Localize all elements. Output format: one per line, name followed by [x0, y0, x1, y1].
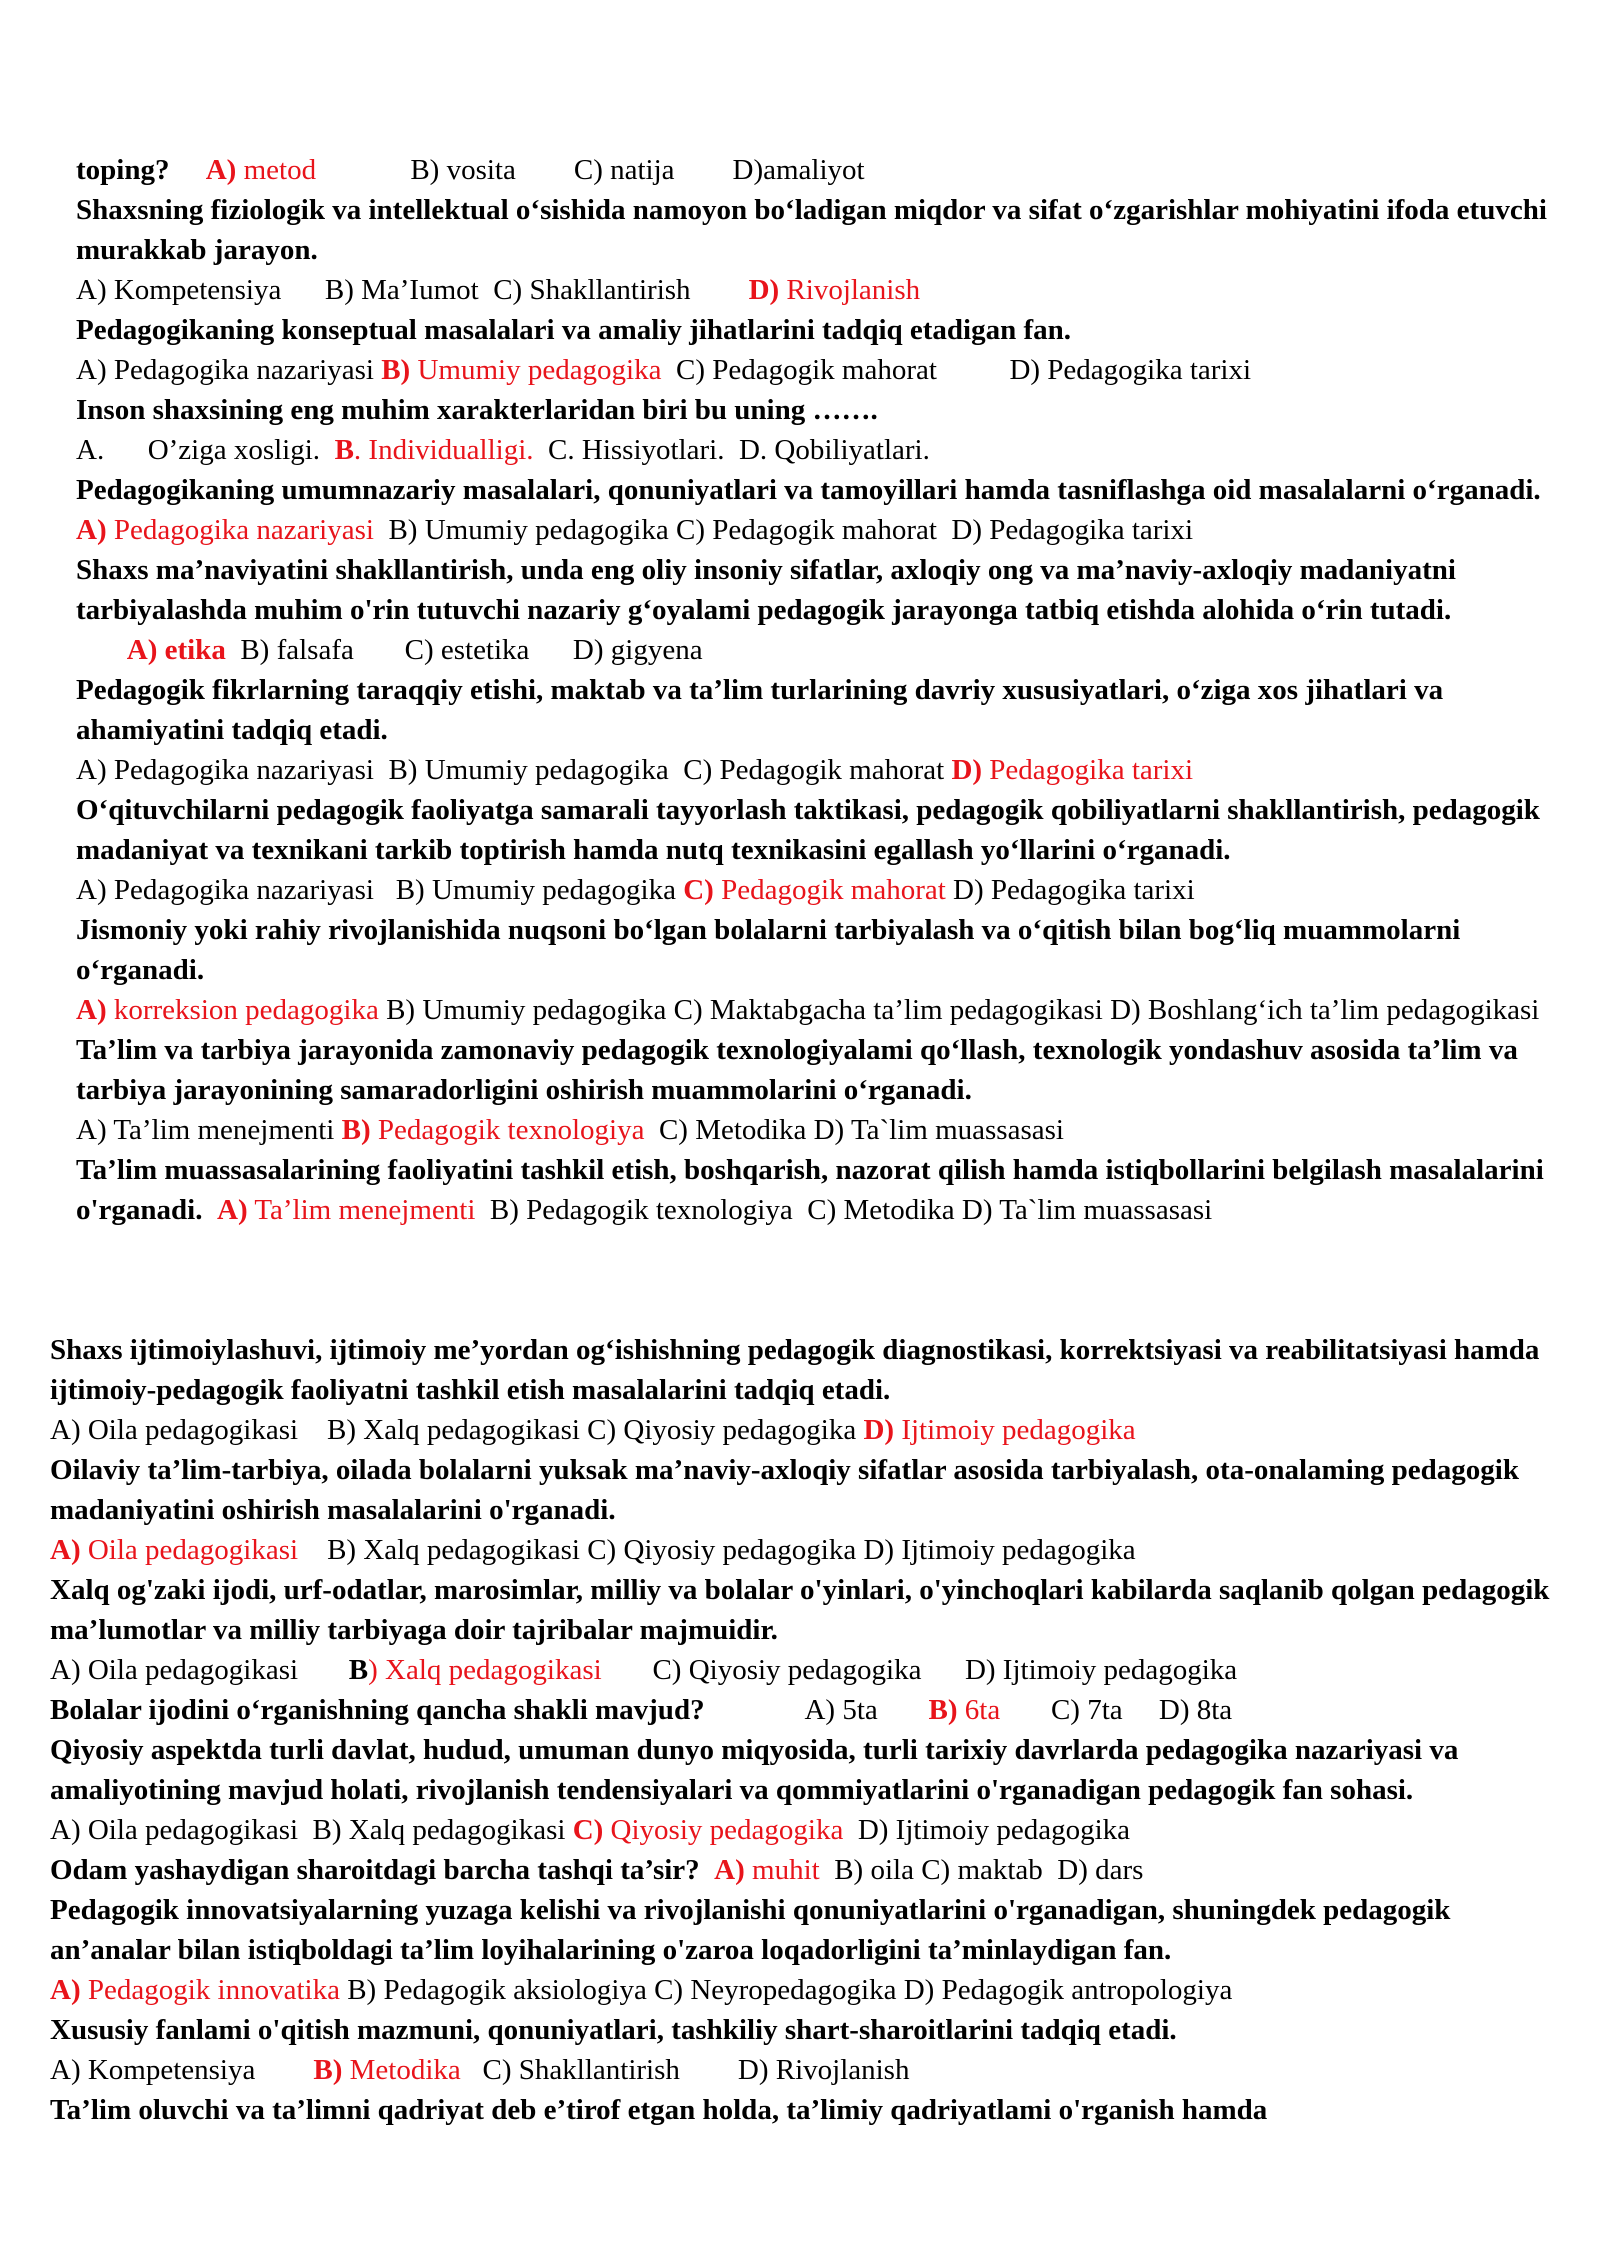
answer-options-text: D) Pedagogika tarixi	[945, 874, 1195, 906]
correct-answer-text: Pedagogika tarixi	[982, 754, 1194, 786]
correct-answer-text: Oila pedagogikasi	[80, 1534, 299, 1566]
correct-answer-letter: D)	[863, 1414, 895, 1446]
answer-options-text: A) Pedagogika nazariyasi B) Umumiy pedagogika C) Pedagogik mahorat	[76, 754, 952, 786]
correct-answer-letter: C)	[572, 1814, 604, 1846]
correct-answer-text: Qiyosiy pedagogika	[603, 1814, 844, 1846]
question-text: Jismoniy yoki rahiy rivojlanishida nuqsoni bo‘lgan bolalarni tarbiyalash va o‘qitish bilan bog‘liq muammolarni o‘rganadi.	[76, 914, 1461, 986]
answer-options-text: A. O’ziga xosligi.	[76, 434, 335, 466]
question-text: Xalq og'zaki ijodi, urf-odatlar, marosimlar, milliy va bolalar o'yinlari, o'yinchoqlari kabilarda saqlanib qolgan pedagogik ma’lumotlar va milliy tarbiyaga doir tajribalar majmuidir.	[50, 1574, 1550, 1646]
question-with-answers	[76, 1150, 1566, 1230]
answer-options-line	[76, 870, 1566, 910]
answer-options-text: B) Umumiy pedagogika C) Maktabgacha ta’lim pedagogikasi D) Boshlang‘ich ta’lim pedagogikasi	[378, 994, 1540, 1026]
question-text: Pedagogik innovatsiyalarning yuzaga kelishi va rivojlanishi qonuniyatlarini o'rganadigan, shuningdek pedagogik an’analar bilan istiqboldagi ta’lim loyihalarining o'zaroa loqadorligini ta’minlaydigan fan.	[50, 1894, 1451, 1966]
question-text: Odam yashaydigan sharoitdagi barcha tashqi ta’sir?	[50, 1854, 700, 1886]
question-text: Shaxsning fiziologik va intellektual o‘sishida namoyon bo‘ladigan miqdor va sifat o‘zgarishlar mohiyatini ifoda etuvchi murakkab jarayon.	[76, 194, 1547, 266]
answer-options-text: C. Hissiyotlari. D. Qobiliyatlari.	[533, 434, 930, 466]
questions-section-2	[50, 1330, 1550, 2130]
answer-options-text: D) Ijtimoiy pedagogika	[843, 1814, 1131, 1846]
answer-options-text: C) Shakllantirish D) Rivojlanish	[460, 2054, 910, 2086]
answer-options-text: A) Kompetensiya	[50, 2054, 314, 2086]
answer-options-line	[76, 150, 1566, 190]
question-text: Shaxs ma’naviyatini shakllantirish, unda eng oliy insoniy sifatlar, axloqiy ong va ma’naviy-axloqiy madaniyatni tarbiyalashda muhim o'rin tutuvchi nazariy g‘oyalami pedagogik jarayonga tatbiq etishda alohida o‘rin tutadi.	[76, 554, 1456, 626]
answer-options-text: B) oila C) maktab D) dars	[819, 1854, 1144, 1886]
correct-answer-letter: A)	[50, 1974, 81, 2006]
question-text: Shaxs ijtimoiylashuvi, ijtimoiy me’yordan og‘ishishning pedagogik diagnostikasi, korrektsiyasi va reabilitatsiyasi hamda ijtimoiy-pedagogik faoliyatni tashkil etish masalalarini tadqiq etadi.	[50, 1334, 1540, 1406]
question-text: Pedagogik fikrlarning taraqqiy etishi, maktab va ta’lim turlarining davriy xususiyatlari, o‘ziga xos jihatlari va ahamiyatini tadqiq etadi.	[76, 674, 1444, 746]
answer-options-line	[50, 1810, 1550, 1850]
answer-options-text: B) Umumiy pedagogika C) Pedagogik mahorat D) Pedagogika tarixi	[373, 514, 1194, 546]
correct-answer-text: Rivojlanish	[779, 274, 921, 306]
correct-answer-letter: D)	[951, 754, 983, 786]
correct-answer-text: Pedagogik mahorat	[713, 874, 946, 906]
answer-options-text: A) Kompetensiya B) Ma’Iumot C) Shakllantirish	[76, 274, 749, 306]
question-text: Inson shaxsining eng muhim xarakterlaridan biri bu uning …….	[76, 394, 878, 426]
answer-options-text: B) vosita C) natija D)amaliyot	[316, 154, 865, 186]
correct-answer-letter: B	[334, 434, 354, 466]
question-with-answers	[50, 1690, 1550, 1730]
answer-options-text: C) Pedagogik mahorat D) Pedagogika tarixi	[661, 354, 1252, 386]
answer-options-line	[76, 270, 1566, 310]
correct-answer-letter: B)	[928, 1694, 958, 1726]
answer-options-text: A) Oila pedagogikasi B) Xalq pedagogikasi	[50, 1814, 573, 1846]
question-text: toping?	[76, 154, 170, 186]
answer-options-text: A) Oila pedagogikasi B) Xalq pedagogikasi C) Qiyosiy pedagogika	[50, 1414, 864, 1446]
correct-answer-text: Ta’lim menejmenti	[247, 1194, 476, 1226]
question-text: Pedagogikaning umumnazariy masalalari, qonuniyatlari va tamoyillari hamda tasniflashga oid masalalarni o‘rganadi.	[76, 474, 1541, 506]
correct-answer-text: korreksion pedagogika	[106, 994, 379, 1026]
answer-options-text: A) 5ta	[704, 1694, 929, 1726]
correct-answer-text: Pedagogika nazariyasi	[106, 514, 374, 546]
answer-options-line	[50, 1650, 1550, 1690]
answer-options-line	[76, 350, 1566, 390]
question-with-answers	[76, 550, 1566, 670]
answer-options-text: A) Oila pedagogikasi	[50, 1654, 349, 1686]
correct-answer-text: muhit	[744, 1854, 820, 1886]
answer-options-text: B) Pedagogik aksiologiya C) Neyropedagogika D) Pedagogik antropologiya	[339, 1974, 1233, 2006]
correct-answer-letter: A)	[50, 1534, 81, 1566]
answer-options-text	[76, 634, 127, 666]
question-text: Ta’lim va tarbiya jarayonida zamonaviy pedagogik texnologiyalami qo‘llash, texnologik yondashuv asosida ta’lim va tarbiya jarayonining samaradorligini oshirish muammolarini o‘rganadi.	[76, 1034, 1518, 1106]
correct-answer-text: Umumiy pedagogika	[410, 354, 662, 386]
answer-options-text: A) Pedagogika nazariyasi B) Umumiy pedagogika	[76, 874, 684, 906]
answer-options-text: B) Xalq pedagogikasi C) Qiyosiy pedagogika D) Ijtimoiy pedagogika	[298, 1534, 1136, 1566]
correct-answer-text: ) Xalq pedagogikasi	[368, 1654, 602, 1686]
correct-answer-letter: A)	[205, 154, 237, 186]
answer-options-line	[76, 430, 1566, 470]
answer-options-text: B) falsafa C) estetika D) gigyena	[225, 634, 703, 666]
answer-options-text	[700, 1854, 715, 1886]
answer-options-text: C) Qiyosiy pedagogika D) Ijtimoiy pedagogika	[601, 1654, 1238, 1686]
answer-options-line	[50, 1530, 1550, 1570]
answer-options-text: A) Ta’lim menejmenti	[76, 1114, 342, 1146]
question-text: O‘qituvchilarni pedagogik faoliyatga samarali tayyorlash taktikasi, pedagogik qobiliyatlarni shakllantirish, pedagogik madaniyat va texnikani tarkib toptirish hamda nutq texnikasini egallash yo‘llarini o‘rganadi.	[76, 794, 1540, 866]
answer-options-text: A) Pedagogika nazariyasi	[76, 354, 382, 386]
answer-options-line	[76, 990, 1566, 1030]
answer-options-line	[50, 1410, 1550, 1450]
correct-answer-letter: A)	[76, 514, 107, 546]
correct-answer-text: Ijtimoiy pedagogika	[894, 1414, 1136, 1446]
question-text: Ta’lim muassasalarining faoliyatini tashkil etish, boshqarish, nazorat qilish hamda istiqbollarini belgilash masalalarini o'rganadi.	[76, 1154, 1544, 1226]
correct-answer-letter: A)	[714, 1854, 745, 1886]
correct-answer-letter: A)	[217, 1194, 248, 1226]
answer-options-line	[50, 1970, 1550, 2010]
correct-answer-text: Pedagogik texnologiya	[370, 1114, 645, 1146]
correct-answer-text: metod	[236, 154, 317, 186]
correct-answer-letter: A)	[76, 994, 107, 1026]
correct-answer-text: Metodika	[342, 2054, 461, 2086]
correct-answer-letter: D)	[748, 274, 780, 306]
question-text: Pedagogikaning konseptual masalalari va amaliy jihatlarini tadqiq etadigan fan.	[76, 314, 1072, 346]
question-with-answers	[50, 1850, 1550, 1890]
answer-options-text: B) Pedagogik texnologiya C) Metodika D) Ta`lim muassasasi	[475, 1194, 1213, 1226]
correct-answer-letter: A) etika	[126, 634, 226, 666]
questions-section-1	[76, 150, 1566, 1230]
answer-options-line	[76, 750, 1566, 790]
answer-options-text	[169, 154, 205, 186]
answer-options-text	[203, 1194, 218, 1226]
question-text: Ta’lim oluvchi va ta’limni qadriyat deb e’tirof etgan holda, ta’limiy qadriyatlami o'rganish hamda	[50, 2094, 1268, 2126]
correct-answer-text: 6ta	[957, 1694, 1001, 1726]
answer-options-line	[76, 510, 1566, 550]
correct-answer-letter: B)	[341, 1114, 371, 1146]
answer-options-line	[50, 2050, 1550, 2090]
question-text: Xususiy fanlami o'qitish mazmuni, qonuniyatlari, tashkiliy shart-sharoitlarini tadqiq etadi.	[50, 2014, 1177, 2046]
answer-letter: B	[348, 1654, 369, 1686]
question-text: Oilaviy ta’lim-tarbiya, oilada bolalarni yuksak ma’naviy-axloqiy sifatlar asosida tarbiyalash, ota-onalaming pedagogik madaniyatini oshirish masalalarini o'rganadi.	[50, 1454, 1519, 1526]
question-text: Bolalar ijodini o‘rganishning qancha shakli mavjud?	[50, 1694, 705, 1726]
correct-answer-letter: B)	[313, 2054, 343, 2086]
question-text: Qiyosiy aspektda turli davlat, hudud, umuman dunyo miqyosida, turli tarixiy davrlarda pedagogika nazariyasi va amaliyotining mavjud holati, rivojlanish tendensiyalari va qommiyatlarini o'rganadigan pedagogik fan sohasi.	[50, 1734, 1459, 1806]
correct-answer-text: . Individualligi.	[353, 434, 534, 466]
correct-answer-text: Pedagogik innovatika	[80, 1974, 340, 2006]
answer-options-line	[76, 1110, 1566, 1150]
correct-answer-letter: B)	[381, 354, 411, 386]
answer-options-text: C) Metodika D) Ta`lim muassasasi	[644, 1114, 1064, 1146]
answer-options-text: C) 7ta D) 8ta	[1000, 1694, 1233, 1726]
correct-answer-letter: C)	[683, 874, 714, 906]
